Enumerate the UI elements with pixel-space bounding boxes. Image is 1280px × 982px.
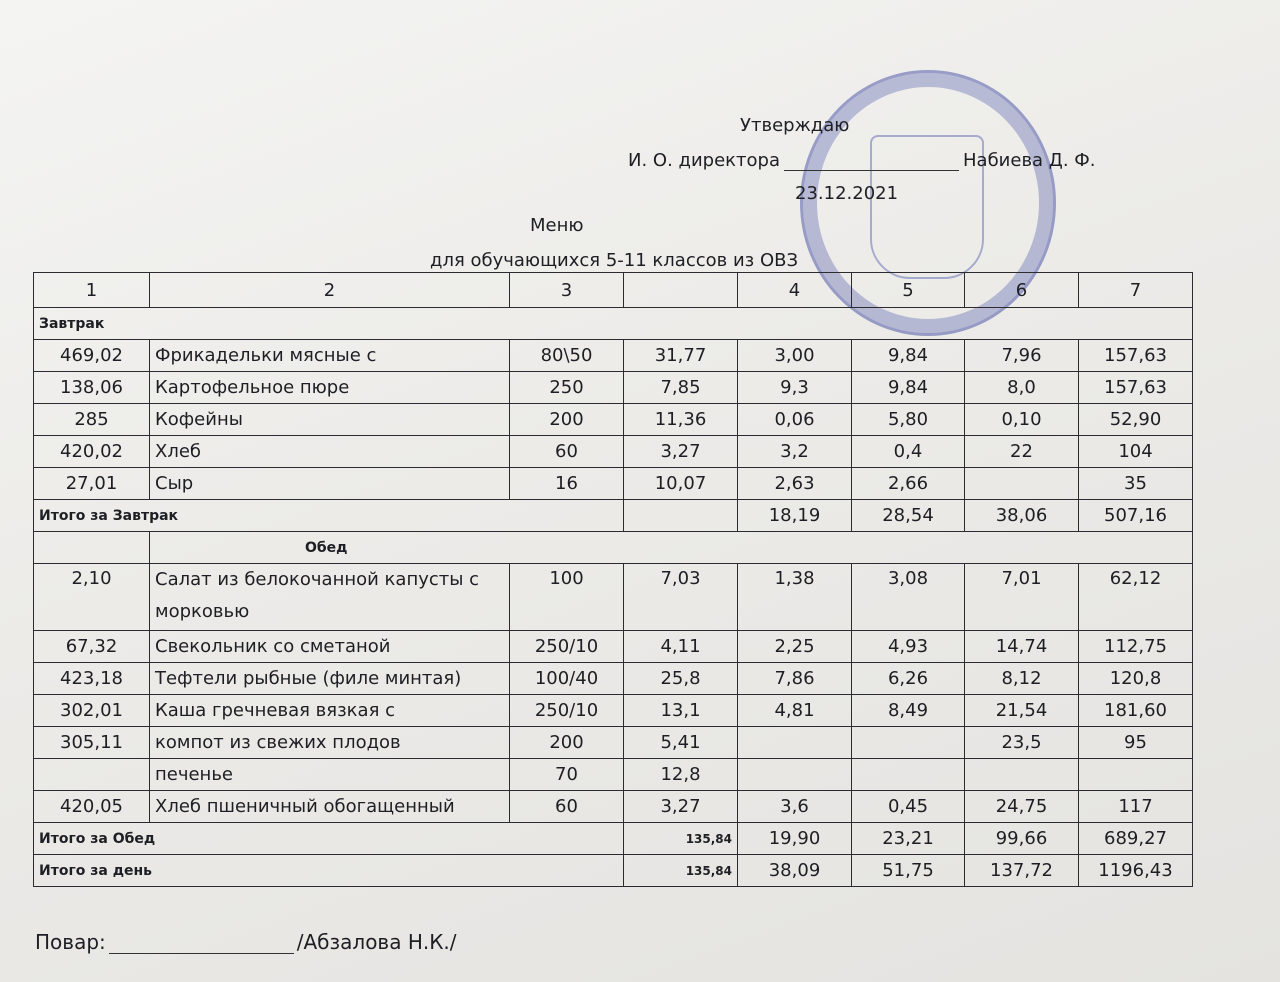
cell-c4: 3,2 <box>738 436 852 468</box>
cell-c7: 95 <box>1079 727 1193 759</box>
cell-c6: 14,74 <box>965 631 1079 663</box>
cell-code: 27,01 <box>34 468 150 500</box>
cell-c7: 181,60 <box>1079 695 1193 727</box>
cell-price: 31,77 <box>624 340 738 372</box>
cell-c4: 2,63 <box>738 468 852 500</box>
col-header: 7 <box>1079 273 1193 308</box>
cook-signature-line <box>109 933 294 954</box>
cell-code: 305,11 <box>34 727 150 759</box>
cell-name: Сыр <box>150 468 510 500</box>
cell-c4: 9,3 <box>738 372 852 404</box>
menu-table <box>33 272 1193 887</box>
cell-c6: 8,12 <box>965 663 1079 695</box>
cell-name: Каша гречневая вязкая с <box>150 695 510 727</box>
total-label: Итого за Обед <box>34 823 624 855</box>
cell-price: 4,11 <box>624 631 738 663</box>
cell-c7 <box>1079 759 1193 791</box>
cell-name: Тефтели рыбные (филе минтая) <box>150 663 510 695</box>
total-c5: 51,75 <box>852 855 965 887</box>
cell-weight: 250 <box>510 372 624 404</box>
total-c6: 99,66 <box>965 823 1079 855</box>
cell-price: 25,8 <box>624 663 738 695</box>
cell-name: Фрикадельки мясные с <box>150 340 510 372</box>
cell-weight: 100/40 <box>510 663 624 695</box>
cell-code: 420,02 <box>34 436 150 468</box>
cell-c5 <box>852 727 965 759</box>
cell-name: Картофельное пюре <box>150 372 510 404</box>
total-c7: 689,27 <box>1079 823 1193 855</box>
table-header-row <box>34 273 1193 308</box>
col-header: 5 <box>852 273 965 308</box>
cell-c6: 22 <box>965 436 1079 468</box>
total-c5: 28,54 <box>852 500 965 532</box>
total-label: Итого за Завтрак <box>34 500 624 532</box>
total-c6: 38,06 <box>965 500 1079 532</box>
total-row <box>34 500 1193 532</box>
cell-c4: 3,6 <box>738 791 852 823</box>
section-row-lunch <box>34 532 1193 564</box>
cell-c4: 3,00 <box>738 340 852 372</box>
cell-weight: 80\50 <box>510 340 624 372</box>
cell-c6: 23,5 <box>965 727 1079 759</box>
cell-c6: 21,54 <box>965 695 1079 727</box>
col-header: 6 <box>965 273 1079 308</box>
cell-price: 13,1 <box>624 695 738 727</box>
table-row <box>34 372 1193 404</box>
cell-c4: 7,86 <box>738 663 852 695</box>
approve-date: 23.12.2021 <box>795 183 899 204</box>
table-row <box>34 468 1193 500</box>
cook-label: Повар: <box>35 930 106 954</box>
table-row <box>34 663 1193 695</box>
total-c5: 23,21 <box>852 823 965 855</box>
section-label: Завтрак <box>34 308 1193 340</box>
cell-weight: 100 <box>510 564 624 631</box>
cell-c7: 62,12 <box>1079 564 1193 631</box>
cell-code: 423,18 <box>34 663 150 695</box>
cell-c4: 1,38 <box>738 564 852 631</box>
cell-price: 11,36 <box>624 404 738 436</box>
cell-name: печенье <box>150 759 510 791</box>
cell-name: Хлеб пшеничный обогащенный <box>150 791 510 823</box>
menu-subtitle: для обучающихся 5-11 классов из ОВЗ <box>430 250 798 271</box>
table-row <box>34 791 1193 823</box>
cell-c7: 120,8 <box>1079 663 1193 695</box>
cell-c5: 3,08 <box>852 564 965 631</box>
cell-c5: 4,93 <box>852 631 965 663</box>
cell-c6: 7,01 <box>965 564 1079 631</box>
cook-signature <box>35 930 457 954</box>
total-c4: 38,09 <box>738 855 852 887</box>
total-c4: 18,19 <box>738 500 852 532</box>
table-row <box>34 340 1193 372</box>
director-signature-line <box>784 152 959 171</box>
cell-weight: 250/10 <box>510 695 624 727</box>
total-c7: 507,16 <box>1079 500 1193 532</box>
table-row <box>34 631 1193 663</box>
cell-c7: 117 <box>1079 791 1193 823</box>
cell-weight: 16 <box>510 468 624 500</box>
cell-price: 3,27 <box>624 791 738 823</box>
total-price: 135,84 <box>624 823 738 855</box>
col-header: 2 <box>150 273 510 308</box>
cell-price: 12,8 <box>624 759 738 791</box>
cell-c6: 24,75 <box>965 791 1079 823</box>
cell-code: 302,01 <box>34 695 150 727</box>
cell-weight: 60 <box>510 436 624 468</box>
col-header <box>624 273 738 308</box>
cell-code <box>34 759 150 791</box>
total-price: 135,84 <box>624 855 738 887</box>
cell-c5: 2,66 <box>852 468 965 500</box>
cell-c7: 35 <box>1079 468 1193 500</box>
cell-c7: 52,90 <box>1079 404 1193 436</box>
cell-price: 5,41 <box>624 727 738 759</box>
cell-code: 420,05 <box>34 791 150 823</box>
cell-c4 <box>738 727 852 759</box>
cell-name: Кофейны <box>150 404 510 436</box>
table-row <box>34 759 1193 791</box>
cook-name: /Абзалова Н.К./ <box>296 930 457 954</box>
col-header: 1 <box>34 273 150 308</box>
cell-c6 <box>965 468 1079 500</box>
total-label: Итого за день <box>34 855 624 887</box>
cell-code: 285 <box>34 404 150 436</box>
section-blank <box>34 532 150 564</box>
cell-c7: 157,63 <box>1079 372 1193 404</box>
cell-c5: 5,80 <box>852 404 965 436</box>
total-row <box>34 823 1193 855</box>
cell-price: 7,03 <box>624 564 738 631</box>
approve-title: Утверждаю <box>740 115 850 136</box>
cell-c5 <box>852 759 965 791</box>
cell-price: 3,27 <box>624 436 738 468</box>
cell-code: 138,06 <box>34 372 150 404</box>
table-row <box>34 436 1193 468</box>
total-price <box>624 500 738 532</box>
menu-title: Меню <box>530 215 584 236</box>
cell-c6: 8,0 <box>965 372 1079 404</box>
cell-c4: 4,81 <box>738 695 852 727</box>
table-row <box>34 404 1193 436</box>
cell-c5: 0,45 <box>852 791 965 823</box>
cell-name: компот из свежих плодов <box>150 727 510 759</box>
cell-c5: 8,49 <box>852 695 965 727</box>
table-row <box>34 727 1193 759</box>
cell-c6: 0,10 <box>965 404 1079 436</box>
cell-c7: 157,63 <box>1079 340 1193 372</box>
section-label: Обед <box>150 532 1193 564</box>
table-row <box>34 695 1193 727</box>
cell-weight: 200 <box>510 404 624 436</box>
total-c7: 1196,43 <box>1079 855 1193 887</box>
cell-c5: 9,84 <box>852 372 965 404</box>
approve-role: И. О. директора <box>628 150 780 171</box>
cell-name: Свекольник со сметаной <box>150 631 510 663</box>
section-row-breakfast <box>34 308 1193 340</box>
cell-weight: 200 <box>510 727 624 759</box>
approve-name: Набиева Д. Ф. <box>963 150 1096 171</box>
cell-c4: 0,06 <box>738 404 852 436</box>
cell-price: 10,07 <box>624 468 738 500</box>
cell-weight: 70 <box>510 759 624 791</box>
cell-c6 <box>965 759 1079 791</box>
cell-c7: 104 <box>1079 436 1193 468</box>
cell-c7: 112,75 <box>1079 631 1193 663</box>
cell-c5: 6,26 <box>852 663 965 695</box>
cell-code: 2,10 <box>34 564 150 631</box>
cell-code: 67,32 <box>34 631 150 663</box>
cell-price: 7,85 <box>624 372 738 404</box>
cell-c6: 7,96 <box>965 340 1079 372</box>
cell-c5: 0,4 <box>852 436 965 468</box>
approve-line <box>628 150 1096 171</box>
table-row <box>34 564 1193 631</box>
total-c4: 19,90 <box>738 823 852 855</box>
col-header: 3 <box>510 273 624 308</box>
cell-code: 469,02 <box>34 340 150 372</box>
cell-c5: 9,84 <box>852 340 965 372</box>
cell-weight: 250/10 <box>510 631 624 663</box>
col-header: 4 <box>738 273 852 308</box>
cell-c4: 2,25 <box>738 631 852 663</box>
cell-weight: 60 <box>510 791 624 823</box>
cell-name: Хлеб <box>150 436 510 468</box>
cell-c4 <box>738 759 852 791</box>
cell-name: Салат из белокочанной капусты с морковью <box>150 564 510 631</box>
total-row <box>34 855 1193 887</box>
total-c6: 137,72 <box>965 855 1079 887</box>
